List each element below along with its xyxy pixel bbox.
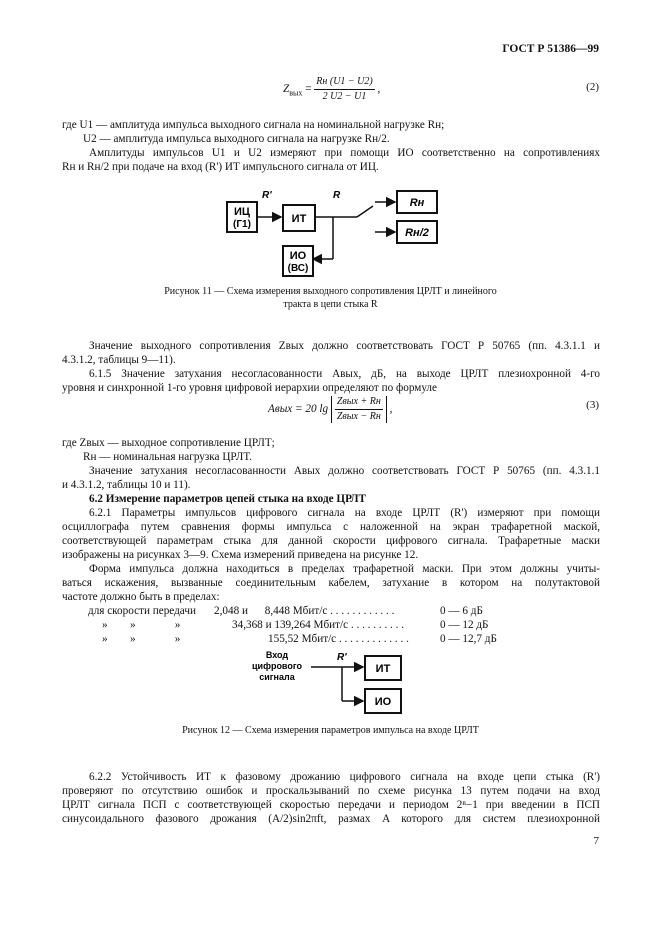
formula-2-denominator: 2 U2 − U1 (322, 91, 367, 102)
io-box-label2: (ВС) (287, 263, 309, 274)
input-label-1: Вход (265, 650, 289, 660)
formula-2-eq: = (305, 83, 312, 96)
section-6-2-line6: ваться искажения, вызванные соединительным кабелем, затухание в котором на полутактовой (62, 577, 600, 589)
ic-box-label2: (Г1) (233, 219, 251, 230)
where1-line3: Амплитуды импульсов U1 и U2 измеряют при помощи ИО соответственно на сопротивлениях (89, 147, 600, 159)
speed-row-1-rate: 2,048 и 8,448 Мбит/с . . . . . . . . . . . . (214, 605, 395, 617)
rn2-box-label: Rн/2 (405, 227, 429, 239)
formula-2-lhs-sub: вых (289, 88, 303, 98)
where1-line4: Rн и Rн/2 при подаче на вход (R') ИТ импульсного сигнала от ИЦ. (62, 161, 379, 173)
section-6-2-line7: частоте должно быть в пределах: (62, 591, 220, 603)
speed-row-1-prefix: для скорости передачи (88, 605, 196, 617)
formula-2-fraction (314, 76, 374, 103)
para622-line2: проверяют по отсутствию ошибок и проскальзываний по схеме рисунка 13 путем подачи на вход (62, 785, 600, 797)
para2-line2: уровня и синхронной 1-го уровня цифровой иерархии определяют по формуле (62, 382, 437, 394)
figure-12-diagram (245, 646, 425, 718)
formula-2 (283, 76, 380, 103)
speed-row-3-range: 0 — 12,7 дБ (440, 633, 497, 645)
where1-line2: U2 — амплитуда импульса выходного сигнала на нагрузке Rн/2. (83, 133, 390, 145)
it-box-label: ИТ (291, 213, 307, 225)
rn-box-label: Rн (409, 197, 425, 209)
input-label-3: сигнала (259, 672, 295, 682)
it-box-12-label: ИТ (375, 663, 391, 675)
speed-row-2-prefix: » » » (102, 619, 181, 631)
figure-11-diagram (215, 184, 455, 280)
formula-3-numerator: Zвых + Rн (335, 396, 383, 410)
formula-3-tail: , (389, 403, 393, 416)
formula-3-fraction (335, 396, 383, 423)
section-6-2-line5: Форма импульса должна находиться в пределах трафаретной маски. При этом должны учиты- (89, 563, 600, 575)
figure-11-caption-2: тракта в цепи стыка R (283, 299, 378, 310)
section-6-2-line2: осциллографа путем сравнения формы импульса с наложенной на экран трафаретной маской, (62, 521, 600, 533)
speed-row-1-range: 0 — 6 дБ (440, 605, 483, 617)
para622-line3: ЦРЛТ сигнала ПСП с соответствующей скоростью передачи и периодом 2ⁿ−1 при введении в ПСП (62, 799, 600, 811)
section-6-2-line4: изображены на рисунках 3—9. Схема измерений приведена на рисунке 12. (62, 549, 419, 561)
formula-3 (268, 396, 392, 423)
page-number: 7 (593, 835, 599, 847)
formula-2-tail: , (377, 83, 381, 96)
document-header: ГОСТ Р 51386—99 (502, 43, 599, 55)
para622-line4: синусоидального фазового дрожания (A/2)sin2πft, размах A которого для систем плезиохронной (62, 813, 600, 825)
formula-3-abs (331, 396, 387, 423)
speed-row-3-rate: 155,52 Мбит/с . . . . . . . . . . . . . (268, 633, 409, 645)
speed-row-2-range: 0 — 12 дБ (440, 619, 489, 631)
label-r: R (333, 190, 341, 201)
switch-blade (357, 206, 373, 217)
io-box-label: ИО (289, 250, 307, 262)
section-6-2-line1: 6.2.1 Параметры импульсов цифрового сигнала на входе ЦРЛТ (R') измеряют при помощи (89, 507, 600, 519)
where2-line2: Rн — номинальная нагрузка ЦРЛТ. (83, 451, 252, 463)
formula-2-lhs: Z (283, 83, 290, 96)
speed-row-3-prefix: » » » (102, 633, 181, 645)
section-6-2-title: 6.2 Измерение параметров цепей стыка на входе ЦРЛТ (89, 493, 367, 505)
label-r-prime: R' (262, 190, 272, 201)
formula-3-denominator: Zвых − Rн (336, 411, 381, 422)
where2-line4: и 4.3.1.2, таблицы 10 и 11). (62, 479, 191, 491)
formula-3-number: (3) (586, 399, 599, 411)
input-label-2: цифрового (252, 661, 302, 671)
para1-line1: Значение выходного сопротивления Zвых должно соответствовать ГОСТ Р 50765 (пп. 4.3.1.1 и (89, 340, 600, 352)
formula-2-number: (2) (586, 81, 599, 93)
para2-line1: 6.1.5 Значение затухания несогласованности Aвых, дБ, на выходе ЦРЛТ плезиохронной 4-го (89, 368, 600, 380)
section-6-2-line3: соответствующей параметрам стыка для данной скорости цифрового сигнала. Трафаретные маски (62, 535, 600, 547)
figure-11-caption-1: Рисунок 11 — Схема измерения выходного сопротивления ЦРЛТ и линейного (164, 286, 497, 297)
where2-line3: Значение затухания несогласованности Aвых должно соответствовать ГОСТ Р 50765 (пп. 4.3.1.1 (89, 465, 600, 477)
formula-2-numerator: Rн (U1 − U2) (314, 76, 374, 90)
ic-box-label: ИЦ (234, 206, 250, 218)
figure-12-caption: Рисунок 12 — Схема измерения параметров импульса на входе ЦРЛТ (182, 725, 479, 736)
para1-line2: 4.3.1.2, таблицы 9—11). (62, 354, 176, 366)
io-box-12-label: ИО (374, 696, 392, 708)
formula-3-lhs: Aвых = 20 lg (268, 403, 329, 416)
speed-row-2-rate: 34,368 и 139,264 Мбит/с . . . . . . . . . . (232, 619, 405, 631)
para622-line1: 6.2.2 Устойчивость ИТ к фазовому дрожанию цифрового сигнала на входе цепи стыка (R') (89, 771, 600, 783)
where1-line1: где U1 — амплитуда импульса выходного сигнала на номинальной нагрузке Rн; (62, 119, 445, 131)
label-r-prime-12: R' (337, 652, 347, 663)
where2-line1: где Zвых — выходное сопротивление ЦРЛТ; (62, 437, 275, 449)
